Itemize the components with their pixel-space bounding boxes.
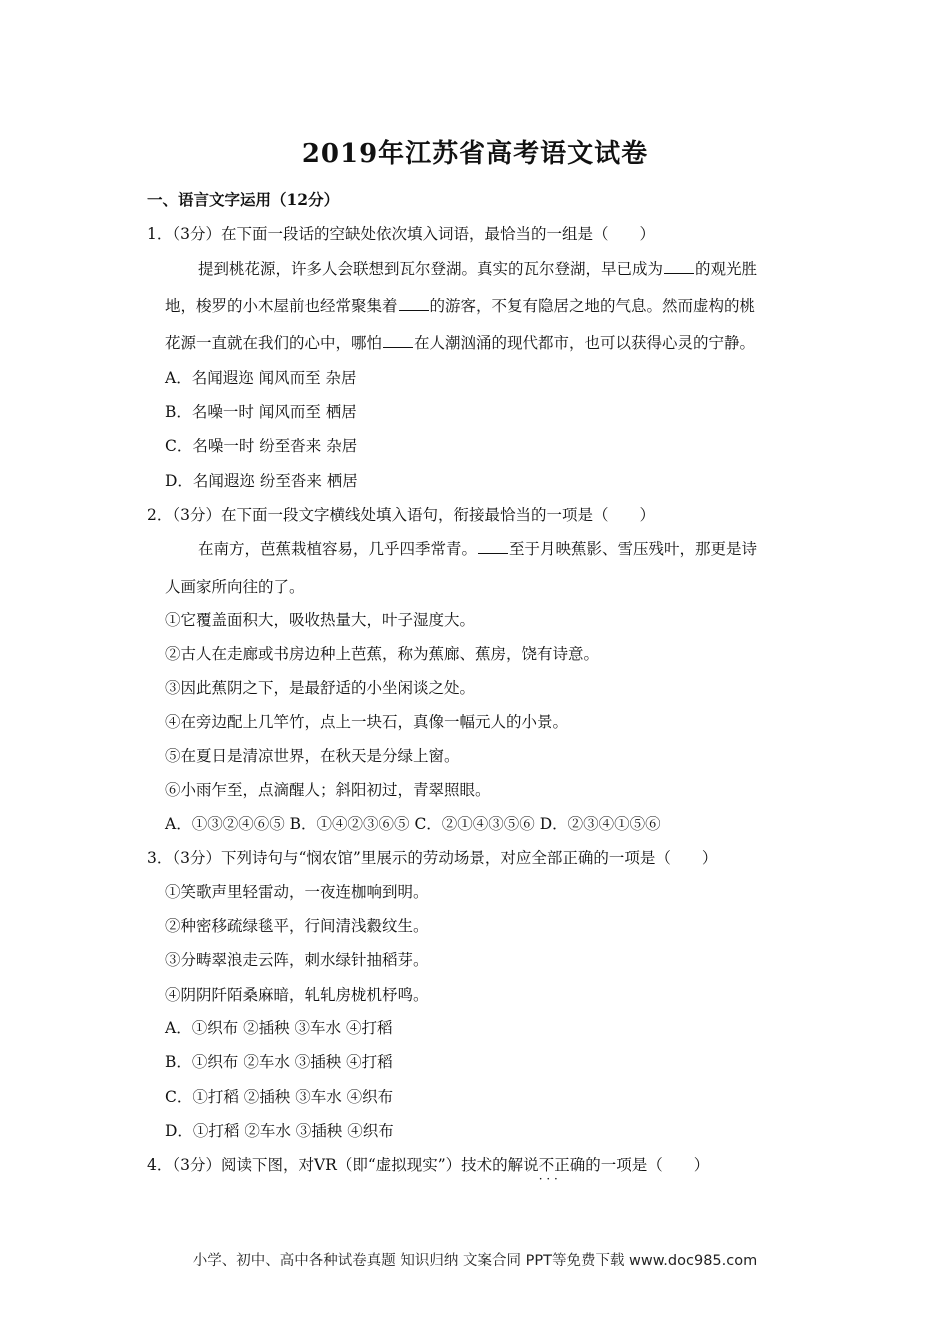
question-1-option-c: C．名噪一时 纷至沓来 杂居 <box>165 437 358 455</box>
answer-blank <box>664 259 694 274</box>
question-3-stem: 3．（3分）下列诗句与“悯农馆”里展示的劳动场景，对应全部正确的一项是（ ） <box>147 849 718 867</box>
page-title: 2019年江苏省高考语文试卷 <box>301 139 649 169</box>
answer-blank <box>383 333 413 348</box>
question-3-option-c: C．①打稻 ②插秧 ③车水 ④织布 <box>165 1088 394 1106</box>
question-2-stem: 2．（3分）在下面一段文字横线处填入语句，衔接最恰当的一项是（ ） <box>147 506 655 524</box>
question-2-item-2: ②古人在走廊或书房边种上芭蕉，称为蕉廊、蕉房，饶有诗意。 <box>165 645 600 663</box>
question-3-option-b: B．①织布 ②车水 ③插秧 ④打稻 <box>165 1053 393 1071</box>
question-2-item-4: ④在旁边配上几竿竹，点上一块石，真像一幅元人的小景。 <box>165 713 569 731</box>
question-1-passage-line-3: 花源一直就在我们的心中，哪怕 在人潮汹涌的现代都市，也可以获得心灵的宁静。 <box>165 334 756 352</box>
question-3-item-2: ②种密移疏绿毯平，行间清浅縠纹生。 <box>165 917 429 935</box>
question-3-item-1: ①笑歌声里轻雷动，一夜连枷响到明。 <box>165 883 429 901</box>
emphasis-text: 不正确 · · · <box>539 1156 586 1174</box>
question-3-item-4: ④阴阴阡陌桑麻暗，轧轧房栊机杼鸣。 <box>165 986 429 1004</box>
question-2-item-6: ⑥小雨乍至，点滴醒人；斜阳初过，青翠照眼。 <box>165 781 491 799</box>
section-heading: 一、语言文字运用（12分） <box>147 190 340 209</box>
question-2-item-3: ③因此蕉阴之下，是最舒适的小坐闲谈之处。 <box>165 679 476 697</box>
question-3-option-d: D．①打稻 ②车水 ③插秧 ④织布 <box>165 1122 394 1140</box>
question-3-option-a: A．①织布 ②插秧 ③车水 ④打稻 <box>165 1019 393 1037</box>
question-1-option-a: A．名闻遐迩 闻风而至 杂居 <box>165 369 357 387</box>
question-2-options: A．①③②④⑥⑤ B．①④②③⑥⑤ C．②①④③⑤⑥ D．②③④①⑤⑥ <box>165 815 661 833</box>
question-2-passage-line-2: 人画家所向往的了。 <box>165 578 305 596</box>
question-3-item-3: ③分畴翠浪走云阵，刺水绿针抽稻芽。 <box>165 951 429 969</box>
question-1-passage-line-2: 地，梭罗的小木屋前也经常聚集着 的游客，不复有隐居之地的气息。然而虚构的桃 <box>165 297 756 315</box>
question-2-item-1: ①它覆盖面积大，吸收热量大，叶子湿度大。 <box>165 611 476 629</box>
question-2-item-5: ⑤在夏日是清凉世界，在秋天是分绿上窗。 <box>165 747 460 765</box>
footer-text: 小学、初中、高中各种试卷真题 知识归纳 文案合同 PPT等免费下载 www.doc985.com <box>192 1253 758 1269</box>
question-4-stem: 4．（3分）阅读下图，对VR（即“虚拟现实”）技术的解说不正确 · · ·的一项是（ ） <box>147 1155 709 1175</box>
question-1-stem: 1．（3分）在下面一段话的空缺处依次填入词语，最恰当的一组是（ ） <box>147 225 655 243</box>
answer-blank <box>399 296 429 311</box>
question-2-passage-line-1: 在南方，芭蕉栽植容易，几乎四季常青。 至于月映蕉影、雪压残叶，那更是诗 <box>198 540 758 558</box>
answer-blank <box>478 539 508 554</box>
question-1-passage-line-1: 提到桃花源，许多人会联想到瓦尔登湖。真实的瓦尔登湖，早已成为 的观光胜 <box>198 260 758 278</box>
question-1-option-d: D．名闻遐迩 纷至沓来 栖居 <box>165 472 358 490</box>
question-1-option-b: B．名噪一时 闻风而至 栖居 <box>165 403 357 421</box>
